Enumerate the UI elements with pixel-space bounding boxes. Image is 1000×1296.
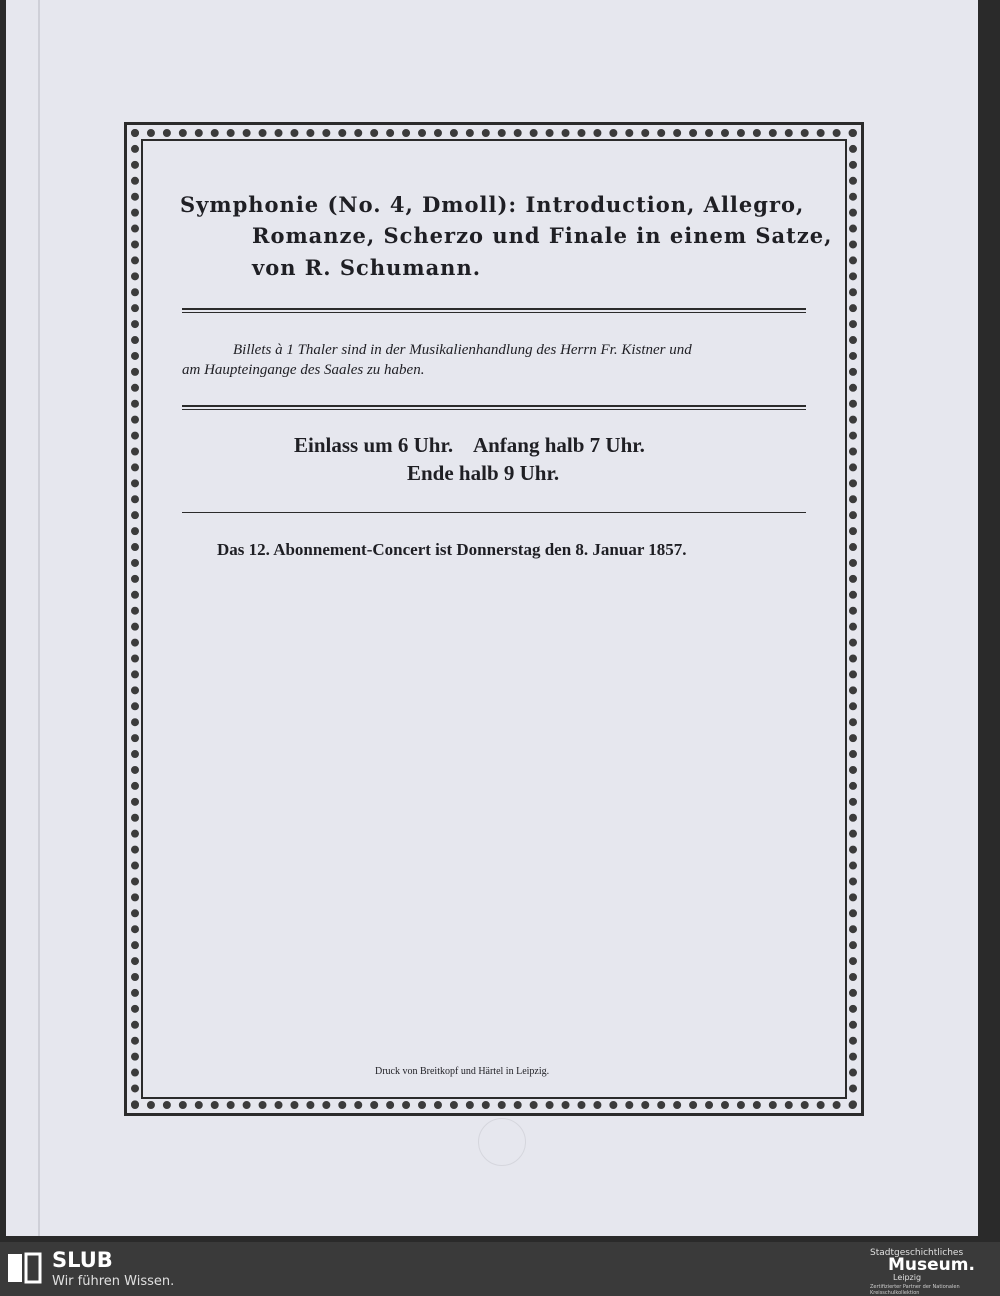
program-line-1: Symphonie (No. 4, Dmoll): Introduction, Allegro, xyxy=(180,192,805,217)
library-name[interactable]: SLUB xyxy=(52,1248,113,1272)
double-rule xyxy=(182,405,806,410)
printer-imprint: Druck von Breitkopf und Härtel in Leipzig. xyxy=(375,1066,550,1077)
tickets-line-2: am Haupteingange des Saales zu haben. xyxy=(182,362,425,378)
museum-note: Zertifizierter Partner der Nationalen Kreisschulkollektion xyxy=(870,1284,960,1296)
slub-logo-icon xyxy=(6,1250,42,1286)
library-tagline: Wir führen Wissen. xyxy=(52,1274,175,1289)
times-line-2: Ende halb 9 Uhr. xyxy=(407,461,560,485)
museum-city: Leipzig xyxy=(893,1273,922,1282)
museum-name[interactable]: Museum. xyxy=(888,1255,975,1275)
museum-prefix: Stadtgeschichtliches xyxy=(870,1248,964,1258)
program-line-3: von R. Schumann. xyxy=(252,255,482,280)
library-stamp xyxy=(478,1118,526,1166)
program-line-2: Romanze, Scherzo und Finale in einem Satze, xyxy=(252,223,833,248)
next-concert-note: Das 12. Abonnement-Concert ist Donnerstag den 8. Januar 1857. xyxy=(217,540,687,559)
ornamental-border-inner xyxy=(141,139,847,1099)
double-rule xyxy=(182,308,806,313)
tickets-line-1: Billets à 1 Thaler sind in der Musikalienhandlung des Herrn Fr. Kistner und xyxy=(233,342,692,358)
page-fold xyxy=(38,0,40,1236)
single-rule xyxy=(182,512,806,513)
times-line-1: Einlass um 6 Uhr. Anfang halb 7 Uhr. xyxy=(294,433,645,457)
